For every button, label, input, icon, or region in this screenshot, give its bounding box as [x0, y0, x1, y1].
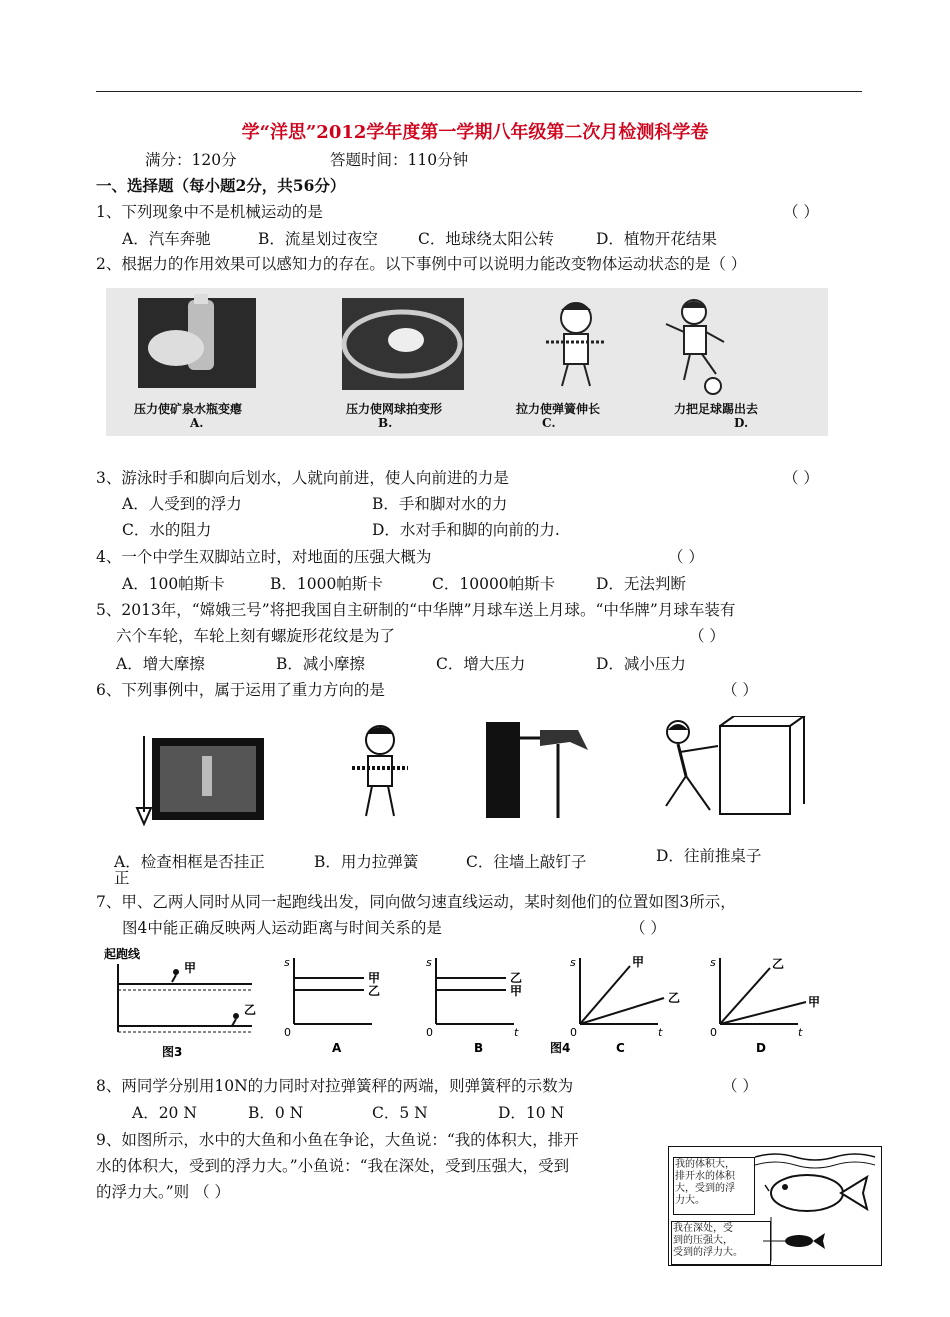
svg-text:t: t — [514, 1026, 519, 1039]
q3-option-c[interactable]: C．水的阻力 — [122, 521, 212, 539]
graph-d[interactable] — [710, 956, 820, 1055]
svg-text:0: 0 — [710, 1026, 717, 1039]
svg-text:乙: 乙 — [668, 991, 681, 1005]
svg-text:C: C — [616, 1041, 625, 1055]
q3-stem: 3、游泳时手和脚向后划水，人就向前进，使人向前进的力是 — [96, 469, 509, 487]
top-rule — [96, 91, 862, 92]
svg-text:A: A — [332, 1041, 342, 1055]
q8-option-a[interactable]: A．20 N — [132, 1104, 197, 1122]
q2-caption-d: 力把足球踢出去 — [674, 402, 759, 416]
q1-option-d[interactable]: D．植物开花结果 — [596, 230, 717, 248]
q8-option-d[interactable]: D．10 N — [498, 1104, 565, 1122]
q2-caption-b: 压力使网球拍变形 — [346, 402, 443, 416]
fig3-jia: 甲 — [184, 961, 197, 975]
q2-letter-c[interactable]: C. — [542, 416, 556, 430]
svg-text:甲: 甲 — [808, 995, 821, 1009]
fig3-caption: 图3 — [162, 1045, 183, 1059]
svg-text:t: t — [658, 1026, 663, 1039]
svg-text:0: 0 — [570, 1026, 577, 1039]
q2-letter-a[interactable]: A. — [190, 416, 204, 430]
q5-option-a[interactable]: A．增大摩擦 — [116, 655, 205, 673]
q2-letter-d[interactable]: D. — [734, 416, 749, 430]
svg-text:乙: 乙 — [772, 957, 785, 971]
fig3-start-line-label: 起跑线 — [104, 947, 141, 961]
q6-option-b[interactable]: B．用力拉弹簧 — [314, 853, 419, 871]
q6-option-a[interactable]: A．检查相框是否挂正 — [114, 853, 265, 871]
q4-option-d[interactable]: D．无法判断 — [596, 575, 686, 593]
graph-b[interactable] — [426, 956, 522, 1055]
q2-stem: 2、根据力的作用效果可以感知力的存在。以下事例中可以说明力能改变物体运动状态的是（ ） — [96, 255, 747, 273]
svg-text:甲: 甲 — [368, 971, 381, 985]
q9-line2: 水的体积大，受到的浮力大。”小鱼说：“我在深处，受到压强大，受到 — [96, 1157, 570, 1175]
fig3-yi: 乙 — [244, 1003, 257, 1017]
q3-answer-paren[interactable]: （ ） — [783, 469, 819, 487]
q4-option-a[interactable]: A．100帕斯卡 — [122, 575, 225, 593]
svg-text:甲: 甲 — [510, 984, 523, 998]
small-fish-speech: 我在深处，受 到的压强大， 受到的浮力大。 — [671, 1221, 771, 1265]
svg-text:B: B — [474, 1041, 484, 1055]
big-fish-speech: 我的体积大， 排开水的体积 大，受到的浮 力大。 — [673, 1157, 755, 1215]
q2-letter-b[interactable]: B. — [378, 416, 393, 430]
q6-option-c[interactable]: C．往墙上敲钉子 — [466, 853, 587, 871]
q3-option-b[interactable]: B．手和脚对水的力 — [372, 495, 508, 513]
q5-stem-line2: 六个车轮，车轮上刻有螺旋形花纹是为了 — [116, 627, 396, 645]
q2-caption-a: 压力使矿泉水瓶变瘪 — [134, 402, 243, 416]
q5-option-c[interactable]: C．增大压力 — [436, 655, 526, 673]
q2-caption-c: 拉力使弹簧伸长 — [516, 402, 601, 416]
section-heading: 一、选择题（每小题2分，共56分） — [96, 176, 346, 195]
svg-text:0: 0 — [284, 1026, 291, 1039]
answer-time: 答题时间：110分钟 — [330, 151, 469, 169]
small-fish-icon — [785, 1235, 813, 1247]
svg-text:甲: 甲 — [632, 955, 645, 969]
q8-option-b[interactable]: B．0 N — [248, 1104, 304, 1122]
q1-option-b[interactable]: B．流星划过夜空 — [258, 230, 378, 248]
q8-option-c[interactable]: C．5 N — [372, 1104, 428, 1122]
page-title: 学“洋思”2012学年度第一学期八年级第二次月检测科学卷 — [241, 122, 709, 143]
svg-text:s: s — [710, 956, 716, 969]
svg-text:乙: 乙 — [368, 984, 381, 998]
q7-stem-line1: 7、甲、乙两人同时从同一起跑线出发，同向做匀速直线运动，某时刻他们的位置如图3所示， — [96, 893, 736, 911]
q4-option-b[interactable]: B．1000帕斯卡 — [270, 575, 383, 593]
svg-text:0: 0 — [426, 1026, 433, 1039]
q6-stem: 6、下列事例中，属于运用了重力方向的是 — [96, 681, 385, 699]
q1-answer-paren[interactable]: （ ） — [783, 203, 819, 221]
q4-option-c[interactable]: C．10000帕斯卡 — [432, 575, 556, 593]
svg-text:s: s — [284, 956, 290, 969]
q5-stem-line1: 5、2013年，“嫦娥三号”将把我国自主研制的“中华牌”月球车送上月球。“中华牌”月球车装有 — [96, 601, 736, 619]
svg-text:D: D — [756, 1041, 766, 1055]
q6-answer-paren[interactable]: （ ） — [722, 681, 758, 699]
q7-figures — [102, 944, 826, 1064]
q1-option-a[interactable]: A．汽车奔驰 — [122, 230, 211, 248]
q2-figure — [106, 288, 828, 436]
fig4-caption: 图4 — [550, 1041, 571, 1055]
q5-answer-paren[interactable]: （ ） — [689, 627, 725, 645]
q3-option-d[interactable]: D．水对手和脚的向前的力. — [372, 521, 560, 539]
graph-a[interactable] — [284, 956, 380, 1055]
q4-answer-paren[interactable]: （ ） — [668, 548, 704, 566]
q5-option-d[interactable]: D．减小压力 — [596, 655, 686, 673]
q9-line3[interactable]: 的浮力大。”则 （ ） — [96, 1183, 231, 1201]
svg-text:s: s — [570, 956, 576, 969]
q9-fish-figure — [668, 1146, 882, 1266]
q1-stem: 1、下列现象中不是机械运动的是 — [96, 203, 323, 221]
q7-answer-paren[interactable]: （ ） — [630, 919, 666, 937]
q1-option-c[interactable]: C．地球绕太阳公转 — [418, 230, 554, 248]
q6-illustrations — [130, 716, 810, 838]
svg-text:s: s — [426, 956, 432, 969]
big-fish-icon — [771, 1175, 843, 1211]
q9-line1: 9、如图所示，水中的大鱼和小鱼在争论，大鱼说：“我的体积大，排开 — [96, 1131, 579, 1149]
q8-answer-paren[interactable]: （ ） — [722, 1077, 758, 1095]
q6-option-a-wrap: 正 — [114, 869, 130, 887]
fish-drawing — [755, 1151, 879, 1263]
q7-stem-line2: 图4中能正确反映两人运动距离与时间关系的是 — [122, 919, 442, 937]
q3-option-a[interactable]: A．人受到的浮力 — [122, 495, 242, 513]
q4-stem: 4、一个中学生双脚站立时，对地面的压强大概为 — [96, 548, 432, 566]
full-score: 满分：120分 — [145, 151, 237, 169]
svg-text:乙: 乙 — [510, 971, 523, 985]
q6-option-d[interactable]: D．往前推桌子 — [656, 847, 762, 865]
graph-c[interactable] — [550, 955, 680, 1055]
svg-text:t: t — [798, 1026, 803, 1039]
q8-stem: 8、两同学分别用10N的力同时对拉弹簧秤的两端，则弹簧秤的示数为 — [96, 1077, 574, 1095]
q5-option-b[interactable]: B．减小摩擦 — [276, 655, 365, 673]
